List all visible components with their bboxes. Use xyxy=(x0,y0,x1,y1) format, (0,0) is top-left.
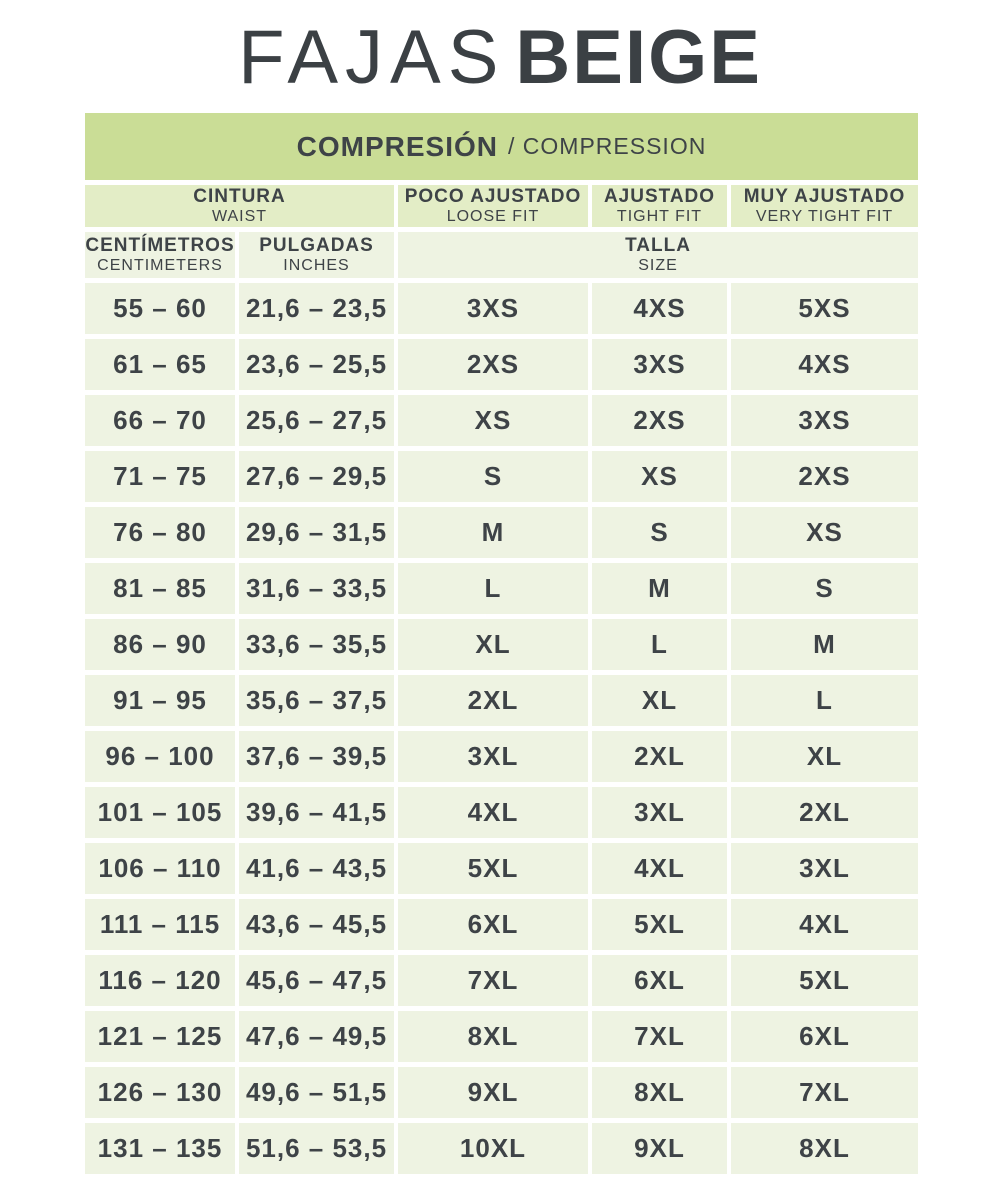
cell-centimeters: 71 – 75 xyxy=(85,451,235,502)
cell-very-tight-fit-size: 2XS xyxy=(731,451,918,502)
cell-centimeters: 131 – 135 xyxy=(85,1123,235,1174)
header-cm-sub: CENTIMETERS xyxy=(97,257,223,274)
cell-centimeters: 76 – 80 xyxy=(85,507,235,558)
cell-loose-fit-size: M xyxy=(398,507,588,558)
cell-inches: 51,6 – 53,5 xyxy=(239,1123,394,1174)
cell-loose-fit-size: 9XL xyxy=(398,1067,588,1118)
cell-loose-fit-size: 3XL xyxy=(398,731,588,782)
cell-very-tight-fit-size: 3XL xyxy=(731,843,918,894)
cell-inches: 27,6 – 29,5 xyxy=(239,451,394,502)
cell-loose-fit-size: 2XL xyxy=(398,675,588,726)
cell-loose-fit-size: 6XL xyxy=(398,899,588,950)
cell-centimeters: 66 – 70 xyxy=(85,395,235,446)
cell-tight-fit-size: 4XS xyxy=(592,283,727,334)
cell-centimeters: 121 – 125 xyxy=(85,1011,235,1062)
cell-very-tight-fit-size: L xyxy=(731,675,918,726)
cell-tight-fit-size: XS xyxy=(592,451,727,502)
cell-centimeters: 61 – 65 xyxy=(85,339,235,390)
cell-inches: 47,6 – 49,5 xyxy=(239,1011,394,1062)
cell-tight-fit-size: 2XL xyxy=(592,731,727,782)
cell-tight-fit-size: 5XL xyxy=(592,899,727,950)
cell-very-tight-fit-size: 3XS xyxy=(731,395,918,446)
header-size-sub: SIZE xyxy=(638,257,678,274)
header-tight-fit xyxy=(592,185,727,227)
cell-tight-fit-size: 8XL xyxy=(592,1067,727,1118)
cell-centimeters: 96 – 100 xyxy=(85,731,235,782)
cell-tight-fit-size: 2XS xyxy=(592,395,727,446)
cell-inches: 23,6 – 25,5 xyxy=(239,339,394,390)
header-loose-main: POCO AJUSTADO xyxy=(404,186,582,207)
cell-inches: 41,6 – 43,5 xyxy=(239,843,394,894)
cell-loose-fit-size: 10XL xyxy=(398,1123,588,1174)
header-inches xyxy=(239,232,394,278)
cell-inches: 39,6 – 41,5 xyxy=(239,787,394,838)
page-title xyxy=(0,14,1000,102)
cell-loose-fit-size: 4XL xyxy=(398,787,588,838)
cell-inches: 25,6 – 27,5 xyxy=(239,395,394,446)
cell-very-tight-fit-size: 4XS xyxy=(731,339,918,390)
cell-tight-fit-size: 4XL xyxy=(592,843,727,894)
cell-centimeters: 126 – 130 xyxy=(85,1067,235,1118)
cell-tight-fit-size: 7XL xyxy=(592,1011,727,1062)
header-very-tight-main: MUY AJUSTADO xyxy=(743,186,906,207)
cell-loose-fit-size: XS xyxy=(398,395,588,446)
cell-inches: 49,6 – 51,5 xyxy=(239,1067,394,1118)
cell-very-tight-fit-size: XS xyxy=(731,507,918,558)
cell-loose-fit-size: S xyxy=(398,451,588,502)
cell-tight-fit-size: M xyxy=(592,563,727,614)
header-cm-main: CENTÍMETROS xyxy=(85,235,235,256)
header-size-main: TALLA xyxy=(625,235,691,256)
cell-tight-fit-size: 6XL xyxy=(592,955,727,1006)
cell-tight-fit-size: 9XL xyxy=(592,1123,727,1174)
cell-centimeters: 91 – 95 xyxy=(85,675,235,726)
cell-loose-fit-size: XL xyxy=(398,619,588,670)
cell-very-tight-fit-size: 5XS xyxy=(731,283,918,334)
cell-inches: 33,6 – 35,5 xyxy=(239,619,394,670)
cell-inches: 29,6 – 31,5 xyxy=(239,507,394,558)
cell-tight-fit-size: L xyxy=(592,619,727,670)
cell-centimeters: 55 – 60 xyxy=(85,283,235,334)
cell-very-tight-fit-size: S xyxy=(731,563,918,614)
header-loose-fit xyxy=(398,185,588,227)
cell-inches: 35,6 – 37,5 xyxy=(239,675,394,726)
cell-loose-fit-size: 5XL xyxy=(398,843,588,894)
cell-very-tight-fit-size: 6XL xyxy=(731,1011,918,1062)
header-centimeters xyxy=(85,232,235,278)
cell-loose-fit-size: 8XL xyxy=(398,1011,588,1062)
cell-very-tight-fit-size: 2XL xyxy=(731,787,918,838)
cell-tight-fit-size: 3XL xyxy=(592,787,727,838)
header-cintura-sub: WAIST xyxy=(211,208,268,225)
header-tight-main: AJUSTADO xyxy=(603,186,716,207)
cell-very-tight-fit-size: XL xyxy=(731,731,918,782)
header-cintura-main: CINTURA xyxy=(193,186,286,207)
cell-very-tight-fit-size: 8XL xyxy=(731,1123,918,1174)
cell-tight-fit-size: XL xyxy=(592,675,727,726)
cell-loose-fit-size: 7XL xyxy=(398,955,588,1006)
banner-label-es: COMPRESIÓN xyxy=(296,130,499,162)
cell-centimeters: 86 – 90 xyxy=(85,619,235,670)
cell-inches: 45,6 – 47,5 xyxy=(239,955,394,1006)
cell-inches: 43,6 – 45,5 xyxy=(239,899,394,950)
header-cintura-waist xyxy=(85,185,394,227)
header-loose-sub: LOOSE FIT xyxy=(446,208,540,225)
page-title-bold: BEIGE xyxy=(515,15,762,100)
header-size xyxy=(398,232,918,278)
cell-centimeters: 101 – 105 xyxy=(85,787,235,838)
cell-loose-fit-size: L xyxy=(398,563,588,614)
cell-loose-fit-size: 3XS xyxy=(398,283,588,334)
cell-very-tight-fit-size: 7XL xyxy=(731,1067,918,1118)
compression-size-table xyxy=(85,113,918,1174)
page-title-light: FAJAS xyxy=(238,15,506,100)
cell-loose-fit-size: 2XS xyxy=(398,339,588,390)
cell-centimeters: 106 – 110 xyxy=(85,843,235,894)
compression-banner xyxy=(85,113,918,180)
header-inches-sub: INCHES xyxy=(283,257,350,274)
cell-very-tight-fit-size: 4XL xyxy=(731,899,918,950)
cell-inches: 37,6 – 39,5 xyxy=(239,731,394,782)
cell-tight-fit-size: S xyxy=(592,507,727,558)
cell-inches: 31,6 – 33,5 xyxy=(239,563,394,614)
cell-very-tight-fit-size: 5XL xyxy=(731,955,918,1006)
header-very-tight-fit xyxy=(731,185,918,227)
cell-centimeters: 81 – 85 xyxy=(85,563,235,614)
cell-inches: 21,6 – 23,5 xyxy=(239,283,394,334)
cell-centimeters: 116 – 120 xyxy=(85,955,235,1006)
header-very-tight-sub: VERY TIGHT FIT xyxy=(755,208,894,225)
cell-very-tight-fit-size: M xyxy=(731,619,918,670)
header-inches-main: PULGADAS xyxy=(259,235,374,256)
cell-centimeters: 111 – 115 xyxy=(85,899,235,950)
header-tight-sub: TIGHT FIT xyxy=(616,208,703,225)
cell-tight-fit-size: 3XS xyxy=(592,339,727,390)
banner-label-en: / COMPRESSION xyxy=(508,133,707,159)
